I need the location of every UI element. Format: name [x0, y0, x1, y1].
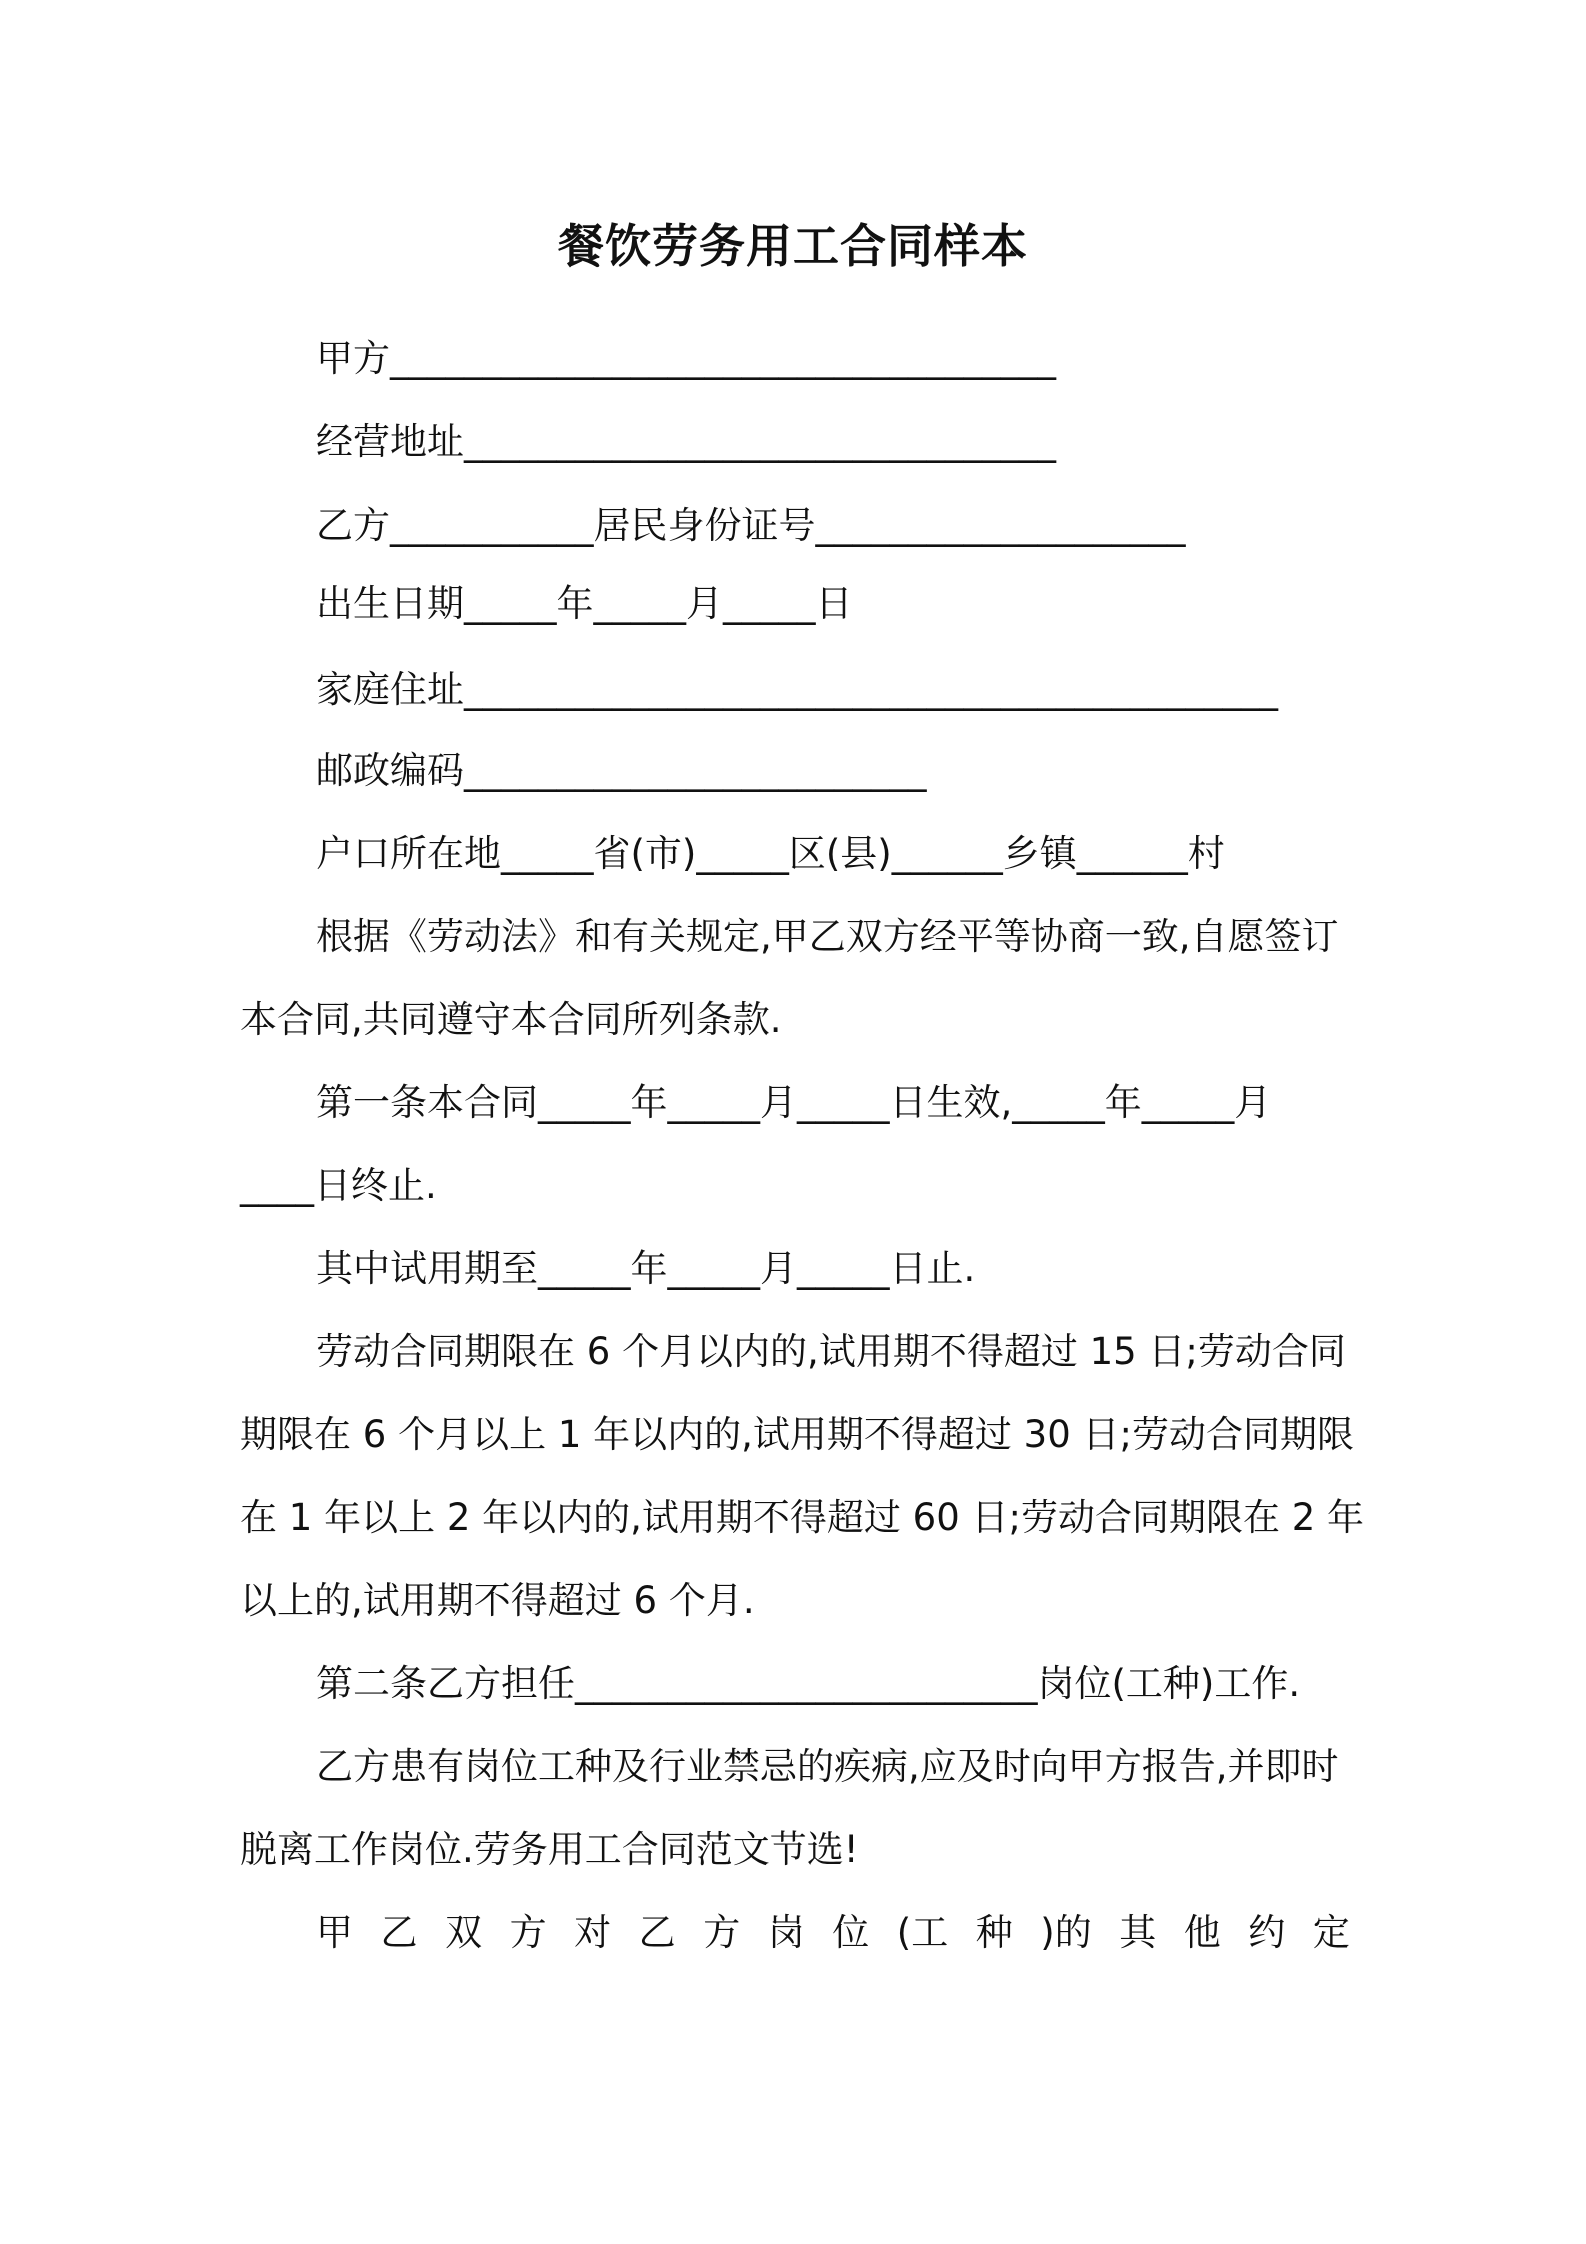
article-one-line: 第一条本合同_____年_____月_____日生效,_____年_____月 — [316, 1081, 1272, 1124]
char: 对 — [574, 1911, 612, 1954]
char: 其 — [1119, 1911, 1157, 1954]
paragraph-line: 劳动合同期限在 6 个月以内的,试用期不得超过 15 日;劳动合同 — [316, 1330, 1346, 1373]
paragraph-line: 本合同,共同遵守本合同所列条款. — [240, 998, 782, 1041]
char: 乙 — [638, 1911, 676, 1954]
home-address-line: 家庭住址____________________________________________ — [316, 668, 1278, 711]
paragraph-line: 期限在 6 个月以上 1 年以内的,试用期不得超过 30 日;劳动合同期限 — [240, 1413, 1354, 1456]
article-two-line: 第二条乙方担任_________________________岗位(工种)工作. — [316, 1662, 1301, 1705]
paragraph-line: 脱离工作岗位.劳务用工合同范文节选! — [240, 1828, 859, 1871]
birth-date-line: 出生日期_____年_____月_____日 — [316, 582, 853, 625]
paragraph-line: ____日终止. — [240, 1164, 437, 1207]
party-a-line: 甲方____________________________________ — [316, 337, 1056, 380]
paragraph-line: 在 1 年以上 2 年以内的,试用期不得超过 60 日;劳动合同期限在 2 年 — [240, 1496, 1365, 1539]
char: 定 — [1312, 1911, 1350, 1954]
char: 种 — [975, 1911, 1013, 1954]
document-title: 餐饮劳务用工合同样本 — [558, 219, 1028, 273]
party-b-line: 乙方___________居民身份证号____________________ — [316, 504, 1186, 547]
paragraph-line: 乙方患有岗位工种及行业禁忌的疾病,应及时向甲方报告,并即时 — [316, 1745, 1339, 1788]
char: 他 — [1183, 1911, 1221, 1954]
char: 方 — [703, 1911, 741, 1954]
paragraph-line: 以上的,试用期不得超过 6 个月. — [240, 1579, 755, 1622]
char: 位 — [832, 1911, 870, 1954]
char: 甲 — [316, 1911, 353, 1954]
char: 乙 — [380, 1911, 418, 1954]
char: )的 — [1040, 1911, 1092, 1954]
business-address-line: 经营地址________________________________ — [316, 420, 1056, 463]
probation-line: 其中试用期至_____年_____月_____日止. — [316, 1247, 976, 1290]
char: 约 — [1248, 1911, 1286, 1954]
household-location-line: 户口所在地_____省(市)_____区(县)______乡镇______村 — [316, 832, 1225, 875]
paragraph-line: 根据《劳动法》和有关规定,甲乙双方经平等协商一致,自愿签订 — [316, 915, 1339, 958]
char: 岗 — [767, 1911, 805, 1954]
char: 方 — [509, 1911, 547, 1954]
char: (工 — [896, 1911, 949, 1954]
postal-code-line: 邮政编码_________________________ — [316, 749, 927, 792]
spaced-last-line — [316, 1911, 1350, 1955]
char: 双 — [445, 1911, 483, 1954]
